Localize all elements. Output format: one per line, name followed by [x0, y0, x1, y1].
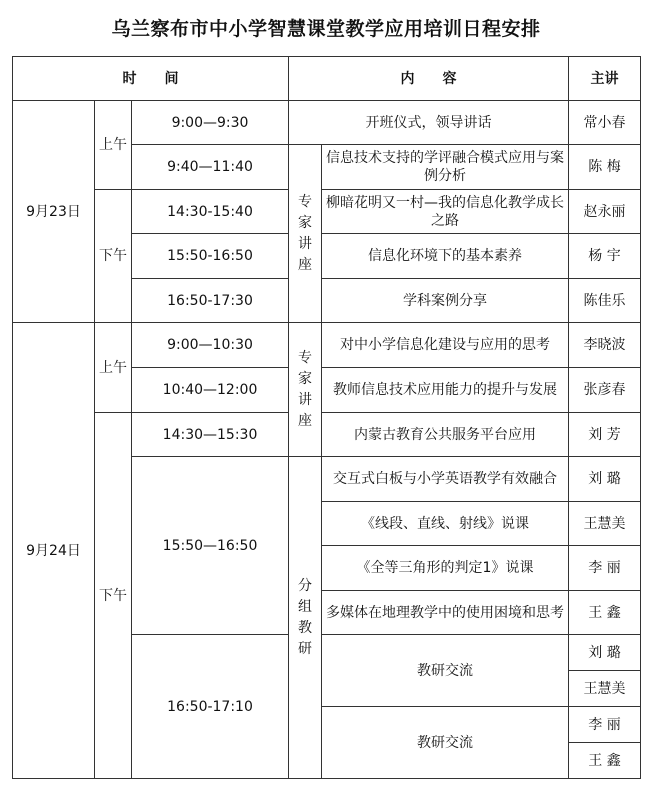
speaker-cell: 杨 宇	[569, 234, 641, 279]
time-cell: 14:30-15:40	[132, 190, 289, 234]
content-cell: 多媒体在地理教学中的使用困境和思考	[322, 591, 569, 635]
speaker-cell: 李晓波	[569, 323, 641, 368]
speaker-cell: 陈佳乐	[569, 279, 641, 323]
content-cell: 学科案例分享	[322, 279, 569, 323]
time-cell: 15:50-16:50	[132, 234, 289, 279]
page-title: 乌兰察布市中小学智慧课堂教学应用培训日程安排	[111, 18, 541, 40]
speaker-cell: 张彦春	[569, 368, 641, 413]
content-cell: 教师信息技术应用能力的提升与发展	[322, 368, 569, 413]
period-cell: 下午	[95, 413, 132, 779]
content-cell: 《线段、直线、射线》说课	[322, 502, 569, 546]
header-time: 时 间	[13, 57, 289, 101]
content-cell: 柳暗花明又一村—我的信息化教学成长之路	[322, 190, 569, 234]
period-cell: 上午	[95, 323, 132, 413]
time-cell: 16:50-17:30	[132, 279, 289, 323]
table-row	[13, 190, 641, 234]
table-row	[13, 413, 641, 457]
date-cell: 9月23日	[13, 101, 95, 323]
speaker-cell: 王 鑫	[569, 743, 641, 779]
period-cell: 下午	[95, 190, 132, 323]
time-cell: 15:50—16:50	[132, 457, 289, 635]
content-cell: 《全等三角形的判定1》说课	[322, 546, 569, 591]
speaker-cell: 刘 璐	[569, 635, 641, 671]
speaker-cell: 刘 璐	[569, 457, 641, 502]
speaker-cell: 李 丽	[569, 546, 641, 591]
header-speaker: 主讲	[569, 57, 641, 101]
content-cell: 教研交流	[322, 635, 569, 707]
content-cell: 开班仪式，领导讲话	[289, 101, 569, 145]
date-cell: 9月24日	[13, 323, 95, 779]
content-cell: 对中小学信息化建设与应用的思考	[322, 323, 569, 368]
table-row	[13, 101, 641, 145]
speaker-cell: 王 鑫	[569, 591, 641, 635]
content-cell: 信息技术支持的学评融合模式应用与案例分析	[322, 145, 569, 190]
speaker-cell: 李 丽	[569, 707, 641, 743]
content-cell: 信息化环境下的基本素养	[322, 234, 569, 279]
time-cell: 9:00—10:30	[132, 323, 289, 368]
content-cell: 教研交流	[322, 707, 569, 779]
schedule-table	[12, 56, 641, 779]
speaker-cell: 常小春	[569, 101, 641, 145]
type-cell: 专家讲座	[289, 145, 322, 323]
time-cell: 9:40—11:40	[132, 145, 289, 190]
speaker-cell: 王慧美	[569, 502, 641, 546]
time-cell: 9:00—9:30	[132, 101, 289, 145]
time-cell: 16:50-17:10	[132, 635, 289, 779]
header-content: 内 容	[289, 57, 569, 101]
header-row	[13, 57, 641, 101]
type-cell: 分组教研	[289, 457, 322, 779]
time-cell: 14:30—15:30	[132, 413, 289, 457]
table-row	[13, 323, 641, 368]
speaker-cell: 陈 梅	[569, 145, 641, 190]
speaker-cell: 刘 芳	[569, 413, 641, 457]
type-cell: 专家讲座	[289, 323, 322, 457]
speaker-cell: 王慧美	[569, 671, 641, 707]
period-cell: 上午	[95, 101, 132, 190]
time-cell: 10:40—12:00	[132, 368, 289, 413]
speaker-cell: 赵永丽	[569, 190, 641, 234]
content-cell: 内蒙古教育公共服务平台应用	[322, 413, 569, 457]
content-cell: 交互式白板与小学英语教学有效融合	[322, 457, 569, 502]
